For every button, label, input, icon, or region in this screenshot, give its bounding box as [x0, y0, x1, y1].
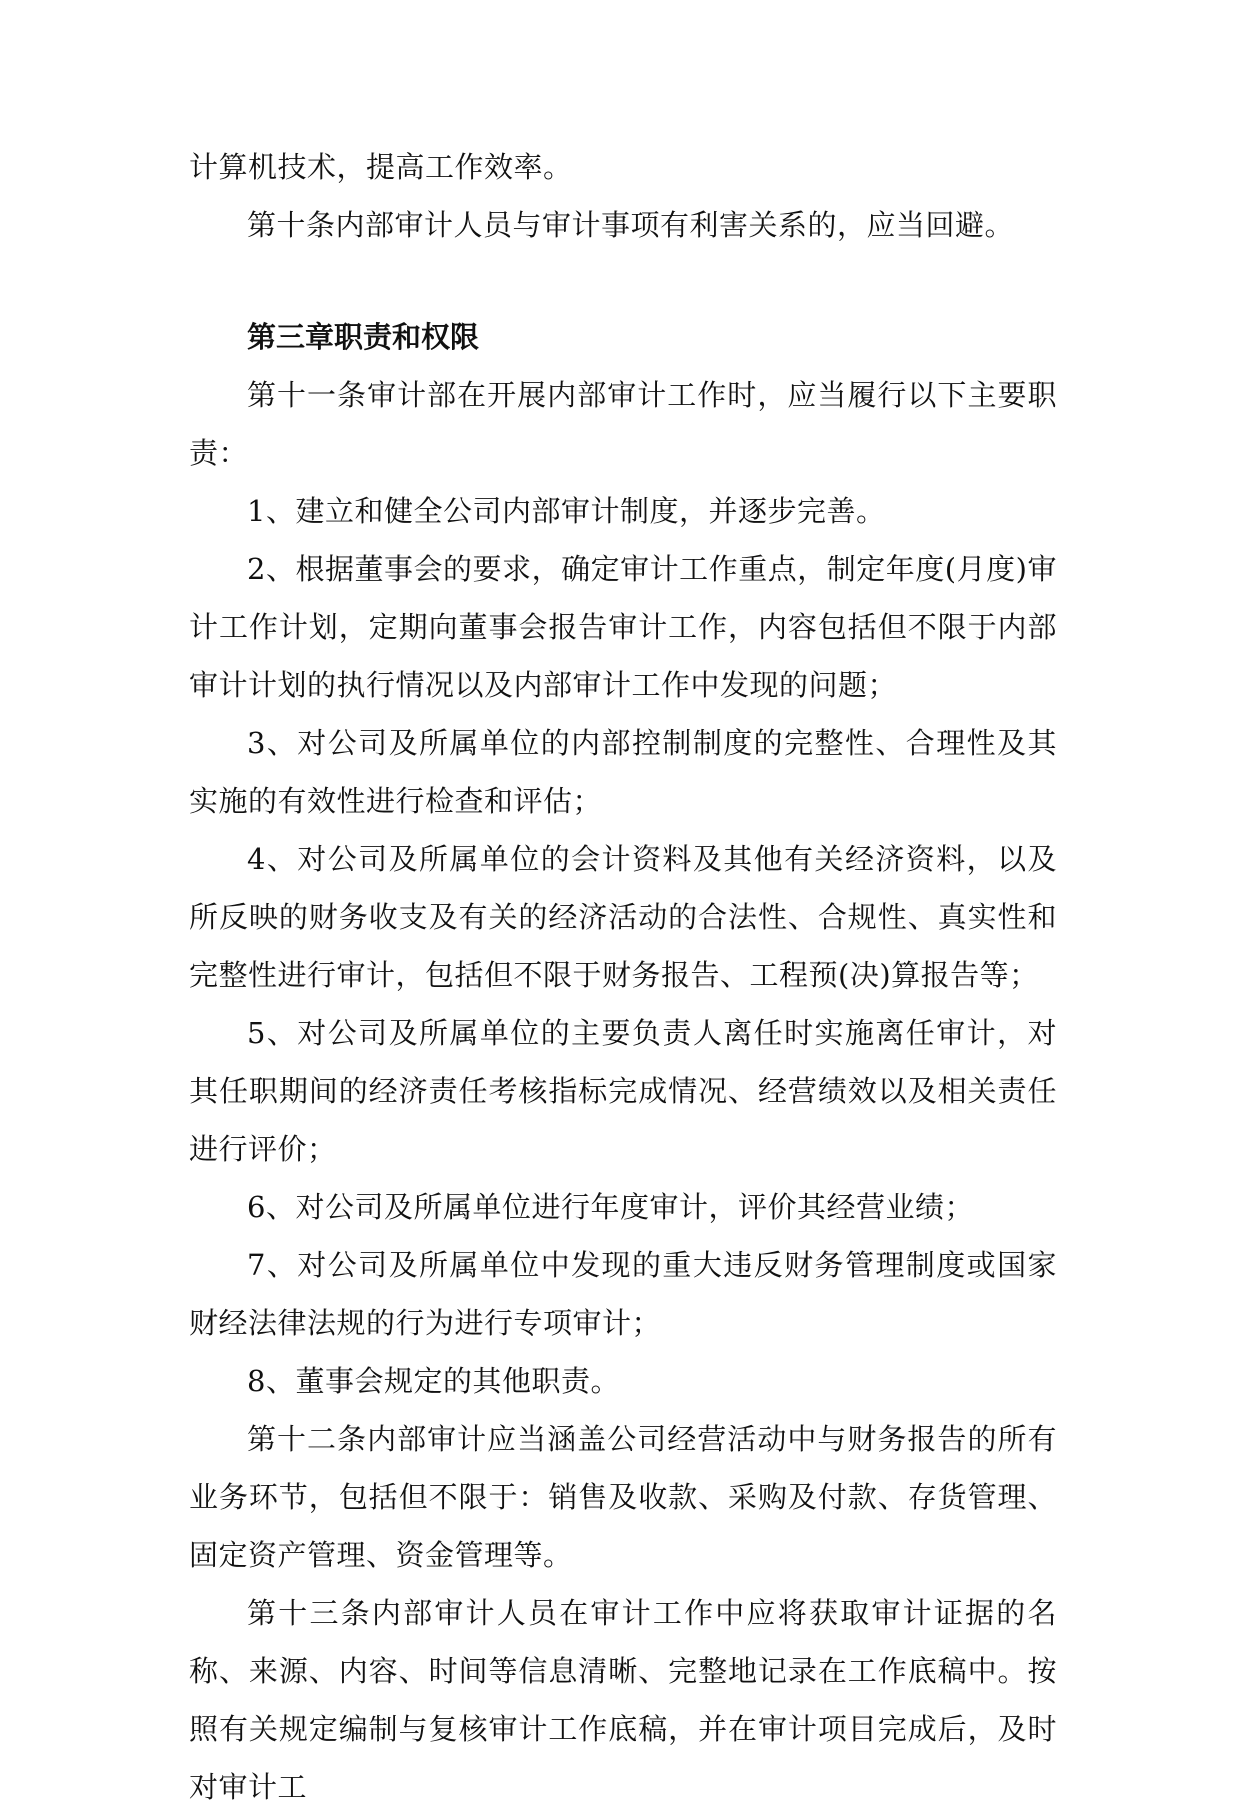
article-13: 第十三条内部审计人员在审计工作中应将获取审计证据的名称、来源、内容、时间等信息清晰、完整地记录在工作底稿中。按照有关规定编制与复核审计工作底稿，并在审计项目完成后，及时对审计工	[189, 1596, 1057, 1804]
document-page	[189, 138, 1057, 1816]
duty-item-4: 4、对公司及所属单位的会计资料及其他有关经济资料，以及所反映的财务收支及有关的经济活动的合法性、合规性、真实性和完整性进行审计，包括但不限于财务报告、工程预(决)算报告等；	[189, 842, 1057, 992]
duty-item-7: 7、对公司及所属单位中发现的重大违反财务管理制度或国家财经法律法规的行为进行专项审计；	[189, 1248, 1057, 1340]
duty-item-3: 3、对公司及所属单位的内部控制制度的完整性、合理性及其实施的有效性进行检查和评估；	[189, 726, 1057, 818]
continuation-paragraph: 计算机技术，提高工作效率。	[189, 150, 573, 184]
article-11: 第十一条审计部在开展内部审计工作时，应当履行以下主要职责：	[189, 378, 1057, 470]
article-12: 第十二条内部审计应当涵盖公司经营活动中与财务报告的所有业务环节，包括但不限于：销售及收款、采购及付款、存货管理、固定资产管理、资金管理等。	[189, 1422, 1057, 1572]
section-spacer	[189, 254, 1057, 308]
duty-item-8: 8、董事会规定的其他职责。	[247, 1364, 620, 1398]
duty-item-1: 1、建立和健全公司内部审计制度，并逐步完善。	[247, 494, 886, 528]
duty-item-2: 2、根据董事会的要求，确定审计工作重点，制定年度(月度)审计工作计划，定期向董事会报告审计工作，内容包括但不限于内部审计计划的执行情况以及内部审计工作中发现的问题；	[189, 552, 1057, 702]
chapter-heading: 第三章职责和权限	[247, 320, 480, 354]
duty-item-6: 6、对公司及所属单位进行年度审计，评价其经营业绩；	[247, 1190, 974, 1224]
article-10: 第十条内部审计人员与审计事项有利害关系的，应当回避。	[247, 208, 1015, 242]
duty-item-5: 5、对公司及所属单位的主要负责人离任时实施离任审计，对其任职期间的经济责任考核指标完成情况、经营绩效以及相关责任进行评价；	[189, 1016, 1057, 1166]
